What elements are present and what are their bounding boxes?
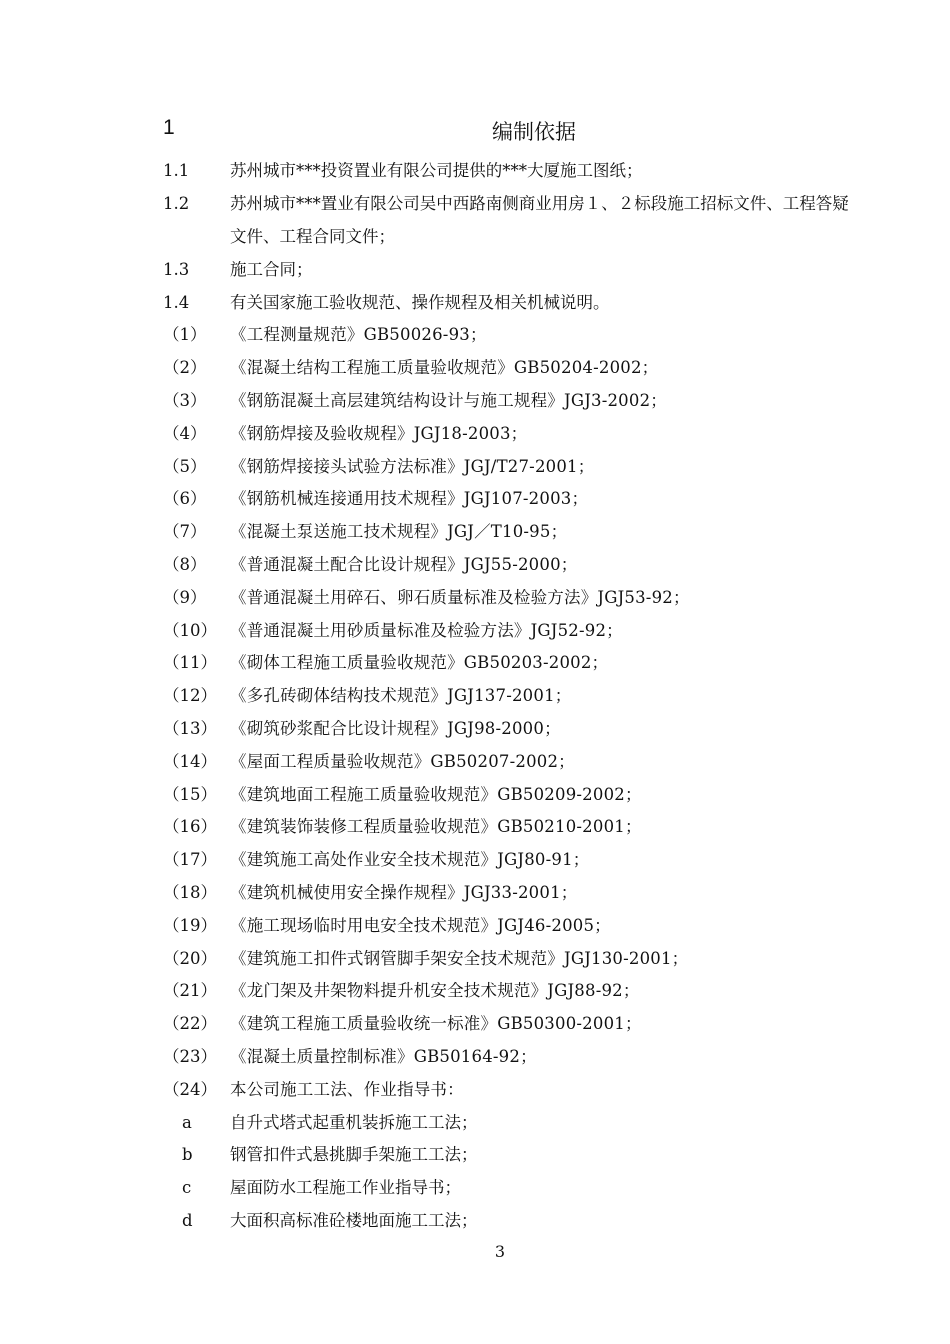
sub-item [0,1205,950,1238]
item-index: （14） [163,751,217,771]
item-text: 《混凝土泵送施工技术规程》JGJ／T10-95； [230,522,568,542]
reference-item [0,943,950,976]
reference-item [0,582,950,615]
item-index: b [182,1145,193,1165]
reference-item [0,877,950,910]
section-item [0,155,950,188]
item-index: 1.2 [163,193,190,213]
item-text: 钢管扣件式悬挑脚手架施工工法； [230,1145,478,1165]
heading-title: 编制依据 [492,120,576,144]
section-item [0,188,950,254]
reference-item [0,385,950,418]
section-item [0,254,950,287]
item-index: （24） [163,1079,217,1099]
basis-list [0,155,950,1238]
item-text: 《工程测量规范》GB50026-93； [230,325,487,345]
item-text: 《混凝土结构工程施工质量验收规范》GB50204-2002； [230,358,659,378]
item-text: 本公司施工工法、作业指导书： [230,1079,464,1099]
item-text: 《钢筋焊接及验收规程》JGJ18-2003； [230,423,528,443]
sub-item [0,1107,950,1140]
section-item [0,287,950,320]
heading-number: 1 [163,116,175,139]
reference-item [0,713,950,746]
item-index: （9） [163,587,207,607]
reference-item [0,1008,950,1041]
item-index: （18） [163,882,217,902]
item-index: （2） [163,358,207,378]
item-text: 苏州城市***投资置业有限公司提供的***大厦施工图纸； [230,161,643,180]
item-index: （10） [163,620,217,640]
reference-item [0,779,950,812]
item-text: 《建筑地面工程施工质量验收规范》GB50209-2002； [230,784,642,804]
reference-item [0,1074,950,1107]
item-text: 《钢筋混凝土高层建筑结构设计与施工规程》JGJ3-2002； [230,390,667,410]
item-index: （1） [163,325,207,345]
item-text: 屋面防水工程施工作业指导书； [230,1178,461,1198]
item-index: （12） [163,686,217,706]
item-text: 《多孔砖砌体结构技术规范》JGJ137-2001； [230,686,572,706]
item-text: 自升式塔式起重机装拆施工工法； [230,1112,478,1132]
item-index: （22） [163,1014,217,1034]
reference-item [0,418,950,451]
reference-item [0,549,950,582]
item-text: 《钢筋焊接接头试验方法标准》JGJ/T27-2001； [230,456,595,476]
reference-item [0,844,950,877]
item-index: d [182,1210,193,1230]
item-text: 《钢筋机械连接通用技术规程》JGJ107-2003； [230,489,589,509]
item-index: 1.4 [163,292,190,312]
reference-item [0,910,950,943]
item-text: 有关国家施工验收规范、操作规程及相关机械说明。 [230,292,610,312]
section-heading [0,116,950,146]
item-text: 《混凝土质量控制标准》GB50164-92； [230,1046,537,1066]
sub-item [0,1172,950,1205]
item-text: 大面积高标准砼楼地面施工工法； [230,1210,478,1230]
item-text: 《建筑工程施工质量验收统一标准》GB50300-2001； [230,1014,642,1034]
reference-item [0,319,950,352]
item-text: 《建筑装饰装修工程质量验收规范》GB50210-2001； [230,817,642,837]
item-index: （16） [163,817,217,837]
item-text: 《屋面工程质量验收规范》GB50207-2002； [230,751,575,771]
reference-item [0,811,950,844]
item-index: a [182,1112,192,1132]
reference-item [0,680,950,713]
item-index: （23） [163,1046,217,1066]
item-index: （11） [163,653,217,673]
item-index: 1.3 [163,259,190,279]
reference-item [0,516,950,549]
reference-item [0,451,950,484]
item-text: 《建筑施工高处作业安全技术规范》JGJ80-91； [230,850,590,870]
item-text: 《建筑机械使用安全操作规程》JGJ33-2001； [230,882,578,902]
item-index: （6） [163,489,207,509]
reference-item [0,615,950,648]
reference-item [0,647,950,680]
item-text: 施工合同； [230,259,313,279]
item-text: 《施工现场临时用电安全技术规范》JGJ46-2005； [230,915,611,935]
item-index: （20） [163,948,217,968]
item-text: 《砌体工程施工质量验收规范》GB50203-2002； [230,653,609,673]
item-index: （19） [163,915,217,935]
reference-item [0,746,950,779]
item-text: 《普通混凝土用碎石、卵石质量标准及检验方法》JGJ53-92； [230,587,690,607]
item-index: （8） [163,554,207,574]
item-index: （13） [163,718,217,738]
reference-item [0,1041,950,1074]
item-index: （21） [163,981,217,1001]
item-index: 1.1 [163,161,190,180]
item-text: 苏州城市***置业有限公司吴中西路南侧商业用房１、２标段施工招标文件、工程答疑文件、工程合同文件； [230,193,849,246]
item-text: 《建筑施工扣件式钢管脚手架安全技术规范》JGJ130-2001； [230,948,689,968]
item-text: 《砌筑砂浆配合比设计规程》JGJ98-2000； [230,718,561,738]
reference-item [0,352,950,385]
item-index: （17） [163,850,217,870]
reference-item [0,975,950,1008]
item-index: （5） [163,456,207,476]
item-text: 《普通混凝土用砂质量标准及检验方法》JGJ52-92； [230,620,623,640]
item-index: （3） [163,390,207,410]
item-index: （7） [163,522,207,542]
item-index: （15） [163,784,217,804]
reference-item [0,483,950,516]
item-index: （4） [163,423,207,443]
sub-item [0,1139,950,1172]
item-text: 《普通混凝土配合比设计规程》JGJ55-2000； [230,554,578,574]
item-text: 《龙门架及井架物料提升机安全技术规范》JGJ88-92； [230,981,640,1001]
item-index: c [182,1178,192,1198]
page-number: 3 [494,1242,506,1261]
